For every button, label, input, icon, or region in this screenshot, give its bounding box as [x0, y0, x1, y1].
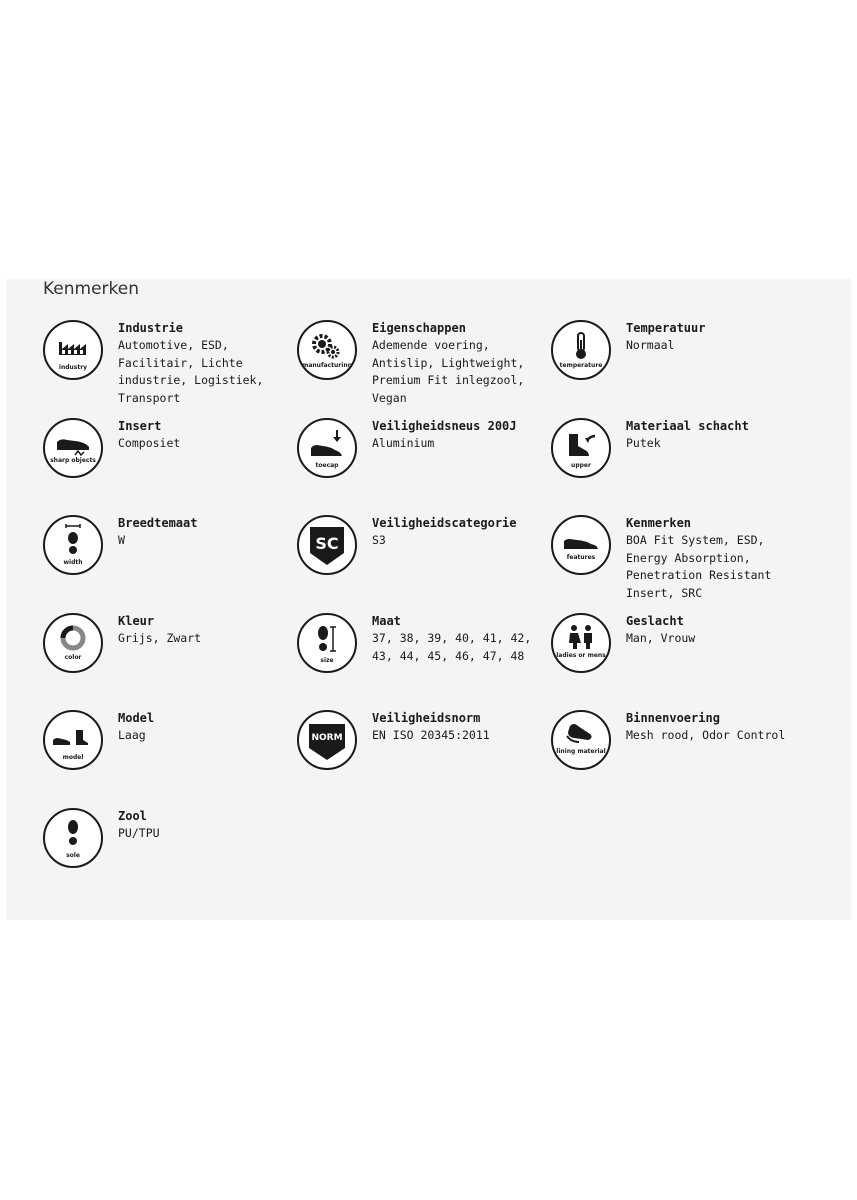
feature-label: Zool: [118, 809, 147, 823]
feature-value: 37, 38, 39, 40, 41, 42, 43, 44, 45, 46, 47, 48: [372, 631, 532, 663]
feature-materiaal-schacht: [551, 418, 801, 498]
badge-caption: toecap: [315, 462, 339, 469]
feature-value: Mesh rood, Odor Control: [626, 728, 786, 742]
feature-value: Composiet: [118, 436, 181, 450]
feature-veiligheidsneus: [297, 418, 547, 498]
shoe-features-icon: [551, 515, 611, 575]
badge-caption: width: [63, 559, 83, 566]
feature-label: Binnenvoering: [626, 711, 720, 725]
feature-kleur: [43, 613, 293, 693]
feature-value: S3: [372, 533, 386, 547]
feature-label: Kleur: [118, 614, 155, 628]
feature-label: Eigenschappen: [372, 321, 466, 335]
badge-caption: manufacturing: [302, 362, 352, 369]
size-footprint-icon: [297, 613, 357, 673]
feature-insert: [43, 418, 293, 498]
feature-value: W: [118, 533, 125, 547]
feature-value: Putek: [626, 436, 661, 450]
badge-caption: sole: [66, 852, 80, 859]
feature-value: Aluminium: [372, 436, 435, 450]
features-panel: [6, 279, 851, 920]
feature-label: Maat: [372, 614, 401, 628]
feature-temperatuur: [551, 320, 801, 400]
badge-caption: sharp objects: [50, 457, 96, 464]
badge-caption: color: [64, 654, 82, 661]
sharp-objects-shoe-icon: [43, 418, 103, 478]
feature-value: Laag: [118, 728, 146, 742]
feature-veiligheidsnorm: [297, 710, 547, 790]
norm-shield-icon: [297, 710, 357, 770]
feature-label: Materiaal schacht: [626, 419, 749, 433]
feature-value: Grijs, Zwart: [118, 631, 202, 645]
badge-caption: size: [320, 657, 334, 664]
lining-material-icon: [551, 710, 611, 770]
feature-geslacht: [551, 613, 801, 693]
feature-label: Veiligheidscategorie: [372, 516, 517, 530]
feature-binnenvoering: [551, 710, 801, 790]
feature-maat: [297, 613, 547, 693]
feature-zool: [43, 808, 293, 888]
feature-value: BOA Fit System, ESD, Energy Absorption, Penetration Resistant Insert, SRC: [626, 533, 772, 600]
shoe-model-icon: [43, 710, 103, 770]
badge-caption: lining material: [556, 748, 606, 755]
badge-caption: ladies or mens: [556, 652, 606, 659]
feature-value: Ademende voering, Antislip, Lightweight, Premium Fit inlegzool, Vegan: [372, 338, 525, 405]
feature-veiligheidscategorie: [297, 515, 547, 595]
feature-label: Kenmerken: [626, 516, 692, 530]
feature-value: EN ISO 20345:2011: [372, 728, 490, 742]
factory-icon: [43, 320, 103, 380]
toecap-icon: [297, 418, 357, 478]
feature-label: Veiligheidsneus 200J: [372, 419, 517, 433]
feature-kenmerken: [551, 515, 801, 600]
badge-caption: NORM: [311, 733, 343, 743]
section-title: Kenmerken: [43, 279, 140, 299]
width-footprint-icon: [43, 515, 103, 575]
feature-value: Man, Vrouw: [626, 631, 696, 645]
safety-category-shield-icon: [297, 515, 357, 575]
feature-eigenschappen: [297, 320, 547, 405]
feature-label: Industrie: [118, 321, 184, 335]
feature-label: Model: [118, 711, 155, 725]
feature-value: Automotive, ESD, Facilitair, Lichte industrie, Logistiek, Transport: [118, 338, 264, 405]
feature-label: Veiligheidsnorm: [372, 711, 481, 725]
feature-breedtemaat: [43, 515, 293, 595]
feature-value: Normaal: [626, 338, 675, 352]
feature-label: Geslacht: [626, 614, 684, 628]
boot-upper-icon: [551, 418, 611, 478]
feature-label: Breedtemaat: [118, 516, 198, 530]
badge-caption: features: [566, 554, 596, 561]
gears-icon: [297, 320, 357, 380]
badge-caption: upper: [571, 462, 591, 469]
feature-model: [43, 710, 293, 790]
badge-caption: industry: [58, 364, 88, 371]
badge-caption: model: [62, 754, 84, 761]
feature-industrie: [43, 320, 293, 405]
feature-label: Insert: [118, 419, 162, 433]
feature-label: Temperatuur: [626, 321, 706, 335]
badge-caption: SC: [315, 534, 339, 553]
badge-caption: temperature: [559, 362, 603, 369]
thermometer-icon: [551, 320, 611, 380]
sole-icon: [43, 808, 103, 868]
color-ring-icon: [43, 613, 103, 673]
feature-value: PU/TPU: [118, 826, 160, 840]
ladies-mens-icon: [551, 613, 611, 673]
